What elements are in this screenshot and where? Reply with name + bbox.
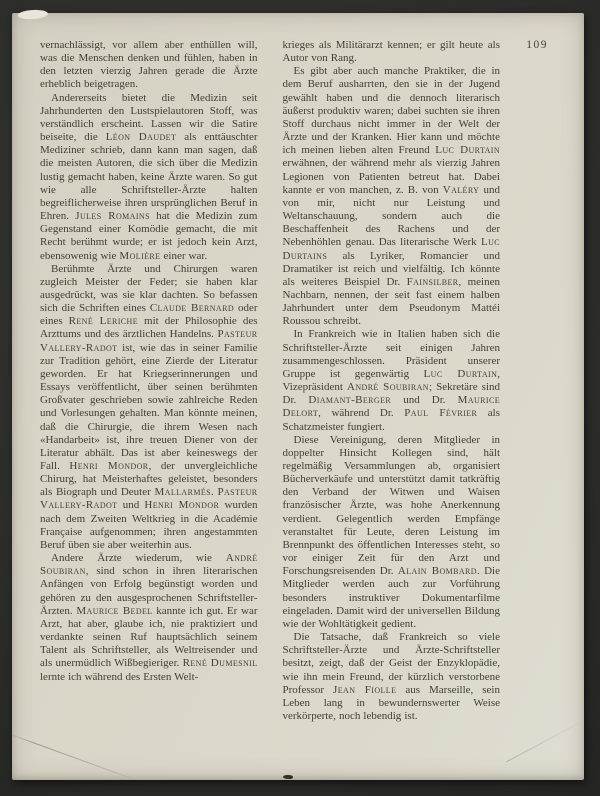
person-name: Maurice Delort <box>282 394 500 420</box>
page-content <box>40 39 500 723</box>
text-run: einer war. <box>160 249 208 262</box>
text-run: als enttäuschter Mediziner schrieb, dann kann man sagen, daß die meisten Autoren, die sich über die Medizin lustig gemacht haben, keine Ärzte waren. So gut wie alle Schriftsteller-Ärzte halten begreiflicherweise ihren ursprünglichen Beruf in Ehren. <box>40 131 258 223</box>
text-run: erwähnen, der während mehr als vierzig Jahren Legionen von Patienten betreut hat. Dabei kannte er von manchen, z. B. von <box>282 157 500 196</box>
person-name: Maurice Bedel <box>76 604 153 617</box>
person-name: Jules Romains <box>75 210 150 223</box>
person-name: Fainsilber <box>406 275 459 288</box>
person-name: Diamant-Berger <box>308 394 392 407</box>
text-run: kannte ich gut. Er war Arzt, hat aber, glaube ich, nie praktiziert und verdankte seinen Ruf hauptsächlich seinem Talent als Schriftsteller, als Weltreisender und als unermüdlich Wißbegieriger. <box>40 604 258 670</box>
person-name: Molière <box>119 249 161 262</box>
text-run: krieges als Militärarzt kennen; er gilt heute als Autor von Rang. <box>282 39 500 65</box>
person-name: Luc Durtain <box>423 367 498 380</box>
text-run: vernachlässigt, vor allem aber enthüllen will, was die Menschen denken und fühlen, haben in den letzten vierzig Jahren gerade die Ärzte erheblich beigetragen. <box>40 39 258 91</box>
person-name: Alain Bombard <box>397 565 477 578</box>
text-run: Die Tatsache, daß Frankreich so viele Schriftsteller-Ärzte und Ärzte-Schriftsteller besitzt, zeigt, daß der Geist der Enzyklopädie, wie ihn mein Freund, der kürzlich verstorbene Professor <box>282 631 500 696</box>
text-run: wurden nach dem Zweiten Weltkrieg in die Académie Française aufgenommen; ihren angestammten Beruf üben sie aber weiterhin aus. <box>40 499 258 551</box>
person-name: André Soubiran <box>347 381 429 394</box>
text-run: oder eines <box>40 302 258 328</box>
paragraph <box>283 434 501 631</box>
text-run: und <box>117 499 145 512</box>
person-name: Pasteur Vallery-Radot <box>40 328 258 354</box>
paragraph <box>283 631 501 723</box>
text-run: Andere Ärzte wiederum, wie <box>51 552 226 565</box>
text-run: . <box>210 486 218 499</box>
person-name: Pasteur Vallery-Radot <box>40 486 258 512</box>
person-name: Mallarmés <box>154 486 211 499</box>
person-name: René Dumesnil <box>182 657 258 670</box>
paragraph <box>40 92 258 263</box>
text-run: , Vizepräsident <box>282 367 500 394</box>
text-run: als Lyriker, Romancier und Dramatiker ist reich und vielfältig. Ich könnte als weiteres Beispiel Dr. <box>282 249 500 288</box>
text-run: ; Sekretäre sind Dr. <box>282 381 500 407</box>
text-run: Es gibt aber auch manche Praktiker, die in dem Beruf ausharrten, den sie in der Jugend gewählt haben und die dennoch literarisch äußerst produktiv waren; dabei suchten sie ihren Stoff durchaus nicht immer in der Welt der Ärzte und der Kranken. Hier kann und möchte ich meinen lieben alten Freund <box>282 65 500 157</box>
book-page <box>12 13 584 780</box>
text-column-left <box>40 39 258 723</box>
text-run: , der unvergleichliche Chirurg, hat Meisterhaftes geleistet, besonders als Biograph und Deuter <box>40 460 258 499</box>
paragraph <box>40 263 258 552</box>
text-run: mit der Philosophie des Arzttums und des ärztlichen Handelns. <box>40 315 258 341</box>
person-name: André Soubiran <box>40 552 258 578</box>
person-name: Valéry <box>442 183 480 196</box>
paragraph <box>40 552 258 684</box>
person-name: Jean Fiolle <box>333 683 397 696</box>
text-run: . Die Mitglieder werden auch zur Vorführung besonders instruktiver Dokumentarfilme eingeladen. Damit wird der universellen Bildung wie der Wohltätigkeit gedient. <box>282 565 500 630</box>
text-run: ist, wie das in seiner Familie zur Tradition gehört, eine Zierde der Literatur geworden. Er hat Kriegserinnerungen und Essays veröffentlicht, über seinen berühmten Großvater geschrieben sowie zahlreiche Reden und Vorlesungen gehalten. Man könnte meinen, daß die Chirurgie, die ihrem Wesen nach «Handarbeit» ist, ihre treuen Diener von der Literatur abhält. Das ist aber keineswegs der Fall. <box>40 341 258 472</box>
person-name: Henri Mondor <box>144 499 220 512</box>
text-run: und von mir, nicht nur Leistung und Weltanschauung, sondern auch die Beschaffenheit des Rachens und der Nebenhöhlen genau. Das literarische Werk <box>282 183 500 249</box>
text-run: aus Marseille, sein Leben lang in bewundernswerter Weise verkörperte, noch lebendig ist. <box>282 683 500 722</box>
person-name: Luc Durtains <box>282 236 500 262</box>
fold-crease-bottom-left <box>8 733 140 782</box>
text-run: Diese Vereinigung, deren Mitglieder in doppelter Hinsicht Kollegen sind, hält regelmäßig Versammlungen ab, organisiert Bücherverkäufe und unterstützt damit tatkräftig den Verband der Witwen und Waisen französischer Ärzte, was hohe Anerkennung verdient. Gelegentlich werden Empfänge veranstaltet für Leute, deren Leistung im Brennpunkt des öffentlichen Interesses steht, so vor einiger Zeit für den Arzt und Forschungsreisenden Dr. <box>282 433 500 578</box>
person-name: Léon Daudet <box>105 131 177 144</box>
paragraph <box>40 39 258 92</box>
text-run: , während Dr. <box>318 407 405 420</box>
text-run: , meinen Nachbarn, nennen, der seit fast einem halben Jahrhundert unter dem Pseudonym Mattéi Roussou schreibt. <box>282 275 500 328</box>
text-run: hat die Medizin zum Gegenstand einer Komödie gemacht, die mit Recht berühmt wurde; er ist jedoch kein Arzt, ebensowenig wie <box>40 210 258 262</box>
torn-corner <box>18 9 49 21</box>
person-name: Henri Mondor <box>69 460 149 472</box>
dust-speck <box>283 775 293 779</box>
text-run: Berühmte Ärzte und Chirurgen waren zugleich Meister der Feder; sie haben klar ausgedrückt, was sie klar dachten. So befassen sich die Schriften eines <box>40 262 258 315</box>
paragraph <box>283 65 501 328</box>
page-number: 109 <box>526 39 548 51</box>
text-column-right <box>283 39 501 723</box>
person-name: René Leriche <box>68 315 138 328</box>
text-run: lernte ich während des Ersten Welt- <box>40 670 199 683</box>
paragraph <box>283 328 501 433</box>
text-run: Andererseits bietet die Medizin seit Jahrhunderten den Lustspielautoren Stoff, was verständlich erscheint. Lassen wir die Satire beiseite, die <box>40 91 258 144</box>
text-run: , sind schon in ihren literarischen Anfängen von Erfolg begünstigt worden und gehören zu den ausgesprochenen Schriftsteller-Ärzten. <box>40 565 258 617</box>
fold-crease-bottom-right <box>506 719 586 762</box>
text-run: und Dr. <box>391 394 458 407</box>
person-name: Luc Durtain <box>435 144 501 157</box>
person-name: Claude Bernard <box>149 302 235 315</box>
person-name: Paul Février <box>404 407 478 420</box>
text-run: In Frankreich wie in Italien haben sich die Schriftsteller-Ärzte seit einigen Jahren zusammengeschlossen. Präsident unserer Gruppe ist gegenwärtig <box>282 328 500 380</box>
text-run: als Schatzmeister fungiert. <box>282 407 500 433</box>
paragraph <box>283 39 501 65</box>
